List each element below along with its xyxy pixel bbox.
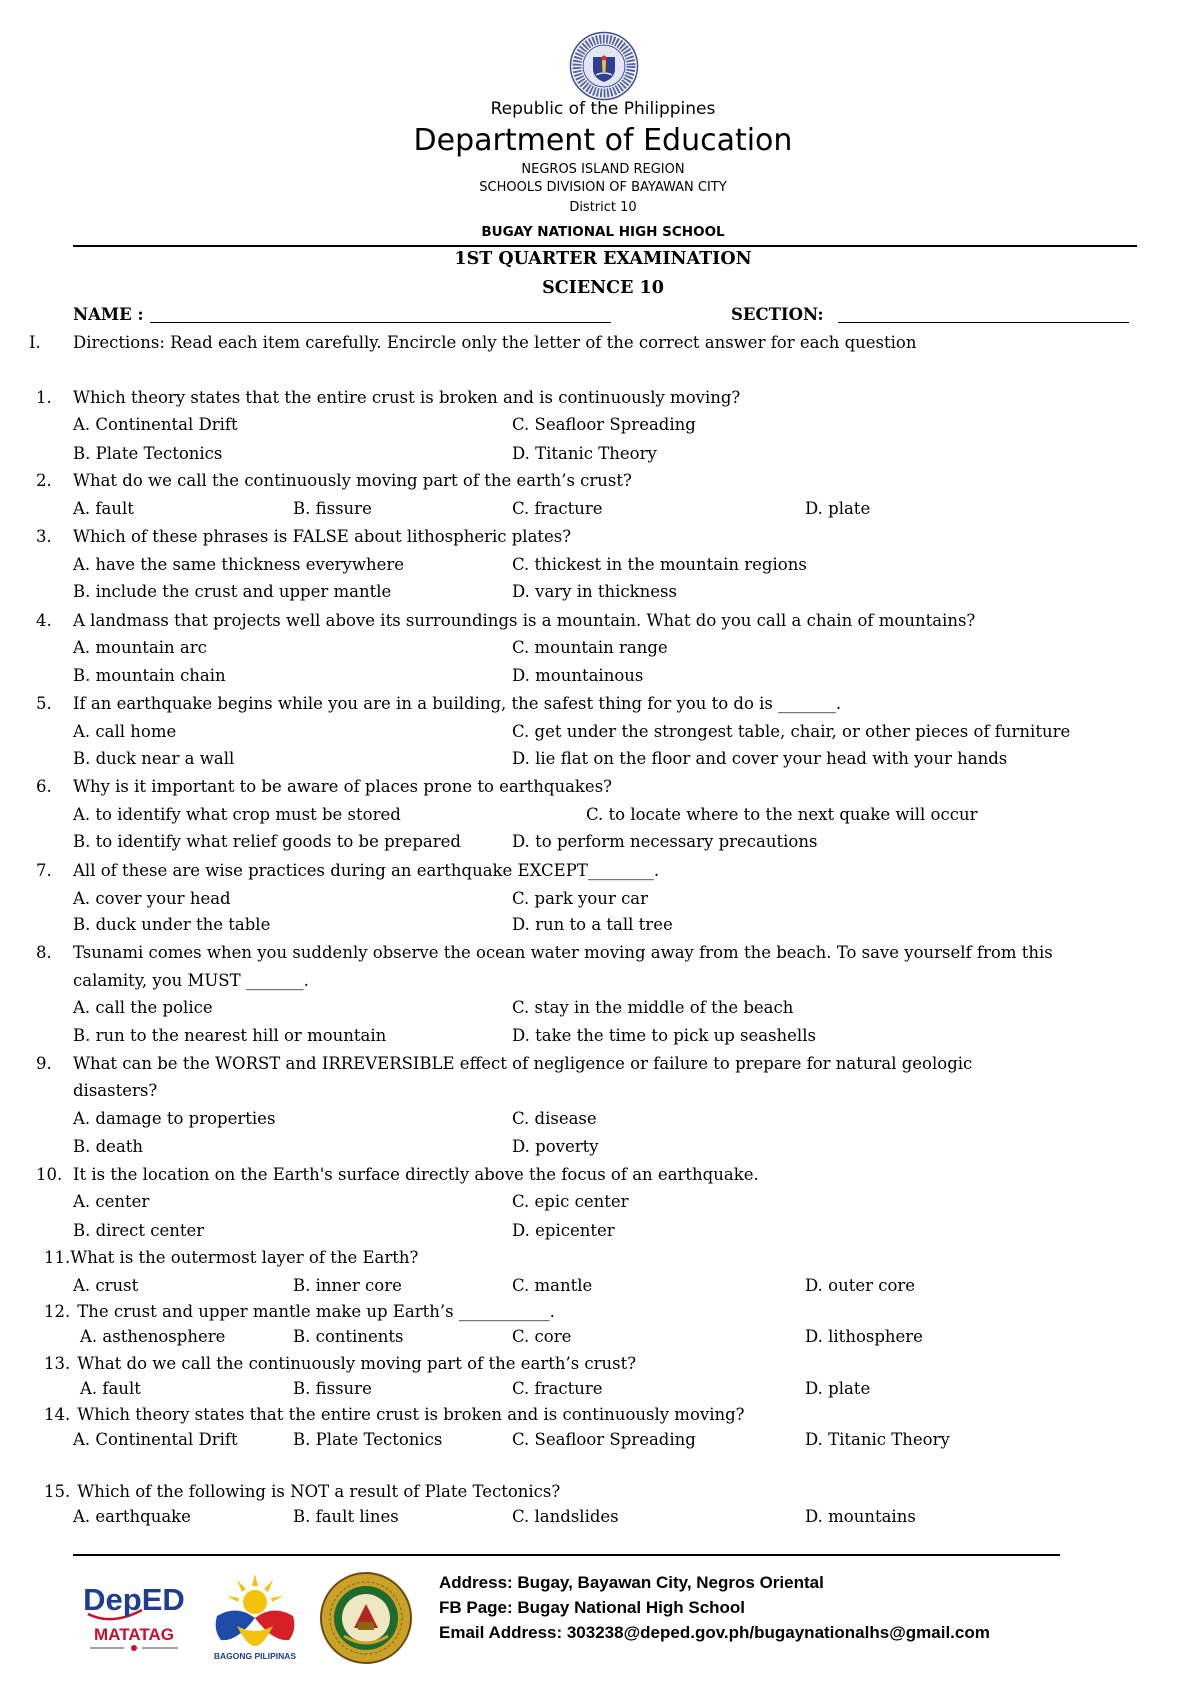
footer-divider: [73, 1554, 1060, 1556]
question-14-number: 14.: [44, 1405, 71, 1424]
question-15-number: 15.: [44, 1482, 71, 1501]
directions-text: Directions: Read each item carefully. Encircle only the letter of the correct answer for each question: [73, 333, 917, 352]
school-heading: BUGAY NATIONAL HIGH SCHOOL: [481, 224, 725, 240]
question-11-option-b: B. inner core: [293, 1276, 402, 1295]
question-5-option-d: D. lie flat on the floor and cover your head with your hands: [512, 749, 1008, 768]
question-6-text: Why is it important to be aware of places prone to earthquakes?: [73, 777, 613, 796]
question-7-option-a: A. cover your head: [73, 889, 231, 908]
question-10-text: It is the location on the Earth's surface directly above the focus of an earthquake.: [73, 1165, 759, 1184]
question-8-option-c: C. stay in the middle of the beach: [512, 998, 794, 1017]
question-15-line: [44, 1480, 560, 1504]
question-2-option-a: A. fault: [73, 499, 134, 518]
matatag-logo-text: MATATAG: [94, 1625, 174, 1644]
question-1-option-d: D. Titanic Theory: [512, 444, 657, 463]
bagong-pilipinas-logo-icon: [207, 1570, 303, 1664]
question-11-option-a: A. crust: [73, 1276, 139, 1295]
question-7-option-b: B. duck under the table: [73, 915, 271, 934]
question-8-option-d: D. take the time to pick up seashells: [512, 1026, 816, 1045]
question-14-line: [44, 1403, 745, 1427]
question-12-line: [44, 1300, 555, 1324]
question-12-option-c: C. core: [512, 1327, 572, 1346]
question-1-number: 1.: [36, 388, 52, 407]
question-7-number: 7.: [36, 861, 52, 880]
question-12-number: 12.: [44, 1302, 71, 1321]
question-1-option-a: A. Continental Drift: [73, 415, 238, 434]
directions-number: I.: [29, 333, 41, 352]
question-12-option-b: B. continents: [293, 1327, 404, 1346]
question-13-option-b: B. fissure: [293, 1379, 372, 1398]
question-3-text: Which of these phrases is FALSE about lithospheric plates?: [73, 527, 572, 546]
question-9-option-a: A. damage to properties: [73, 1109, 276, 1128]
question-8-number: 8.: [36, 943, 52, 962]
question-9-text-continued: disasters?: [73, 1081, 158, 1100]
footer-fb-page: FB Page: Bugay National High School: [439, 1598, 746, 1617]
question-14-option-b: B. Plate Tectonics: [293, 1430, 443, 1449]
department-heading: Department of Education: [413, 123, 793, 158]
question-11-text: What is the outermost layer of the Earth?: [70, 1248, 419, 1267]
question-10-option-a: A. center: [73, 1192, 150, 1211]
question-5-option-c: C. get under the strongest table, chair, or other pieces of furniture: [512, 722, 1071, 741]
question-9-text: What can be the WORST and IRREVERSIBLE effect of negligence or failure to prepare for natural geologic: [73, 1054, 973, 1073]
question-9-option-d: D. poverty: [512, 1137, 599, 1156]
footer-address: Address: Bugay, Bayawan City, Negros Oriental: [439, 1573, 824, 1592]
question-2-option-b: B. fissure: [293, 499, 372, 518]
question-14-option-d: D. Titanic Theory: [805, 1430, 950, 1449]
question-11-option-d: D. outer core: [805, 1276, 916, 1295]
question-15-option-b: B. fault lines: [293, 1507, 399, 1526]
question-14-option-a: A. Continental Drift: [73, 1430, 238, 1449]
bagong-pilipinas-logo-text: BAGONG PILIPINAS: [213, 1651, 297, 1661]
question-12-option-a: A. asthenosphere: [80, 1327, 226, 1346]
question-8-text: Tsunami comes when you suddenly observe the ocean water moving away from the beach. To save yourself from this: [73, 943, 1053, 962]
question-3-option-a: A. have the same thickness everywhere: [73, 555, 404, 574]
question-1-option-c: C. Seafloor Spreading: [512, 415, 696, 434]
footer-email: Email Address: 303238@deped.gov.ph/bugaynationalhs@gmail.com: [439, 1623, 990, 1642]
question-5-number: 5.: [36, 694, 52, 713]
question-2-text: What do we call the continuously moving part of the earth’s crust?: [73, 471, 632, 490]
question-8-text-continued: calamity, you MUST _______.: [73, 971, 309, 990]
question-10-option-b: B. direct center: [73, 1221, 205, 1240]
question-4-number: 4.: [36, 611, 52, 630]
question-5-option-b: B. duck near a wall: [73, 749, 235, 768]
question-7-option-c: C. park your car: [512, 889, 649, 908]
question-13-option-d: D. plate: [805, 1379, 871, 1398]
question-10-option-c: C. epic center: [512, 1192, 629, 1211]
deped-logo-text: DepED: [83, 1582, 185, 1617]
question-5-text: If an earthquake begins while you are in a building, the safest thing for you to do is _______.: [73, 694, 842, 713]
question-3-number: 3.: [36, 527, 52, 546]
question-14-text: Which theory states that the entire crust is broken and is continuously moving?: [77, 1405, 745, 1424]
region-heading: NEGROS ISLAND REGION: [521, 162, 685, 177]
district-heading: District 10: [569, 200, 637, 215]
question-15-text: Which of the following is NOT a result of Plate Tectonics?: [77, 1482, 561, 1501]
question-9-number: 9.: [36, 1054, 52, 1073]
section-label: SECTION:: [731, 305, 824, 324]
deped-seal-icon: [569, 31, 639, 101]
question-8-option-b: B. run to the nearest hill or mountain: [73, 1026, 387, 1045]
question-4-option-d: D. mountainous: [512, 666, 644, 685]
question-2-option-d: D. plate: [805, 499, 871, 518]
question-13-option-c: C. fracture: [512, 1379, 603, 1398]
question-10-option-d: D. epicenter: [512, 1221, 615, 1240]
name-label: NAME :: [73, 305, 144, 324]
question-4-option-c: C. mountain range: [512, 638, 668, 657]
question-1-text: Which theory states that the entire crust is broken and is continuously moving?: [73, 388, 741, 407]
question-6-option-a: A. to identify what crop must be stored: [73, 805, 401, 824]
question-3-option-b: B. include the crust and upper mantle: [73, 582, 392, 601]
deped-matatag-logo-icon: [82, 1574, 186, 1664]
exam-title: 1ST QUARTER EXAMINATION: [454, 249, 752, 269]
question-4-text: A landmass that projects well above its surroundings is a mountain. What do you call a chain of mountains?: [73, 611, 976, 630]
question-3-option-d: D. vary in thickness: [512, 582, 677, 601]
question-1-option-b: B. Plate Tectonics: [73, 444, 223, 463]
name-blank: [150, 322, 611, 323]
question-14-option-c: C. Seafloor Spreading: [512, 1430, 696, 1449]
question-15-option-d: D. mountains: [805, 1507, 916, 1526]
question-6-option-b: B. to identify what relief goods to be prepared: [73, 832, 461, 851]
question-7-option-d: D. run to a tall tree: [512, 915, 673, 934]
question-6-option-d: D. to perform necessary precautions: [512, 832, 818, 851]
question-13-number: 13.: [44, 1354, 71, 1373]
question-3-option-c: C. thickest in the mountain regions: [512, 555, 807, 574]
question-8-option-a: A. call the police: [73, 998, 213, 1017]
question-9-option-c: C. disease: [512, 1109, 597, 1128]
question-15-option-c: C. landslides: [512, 1507, 619, 1526]
school-seal-icon: [314, 1570, 418, 1666]
question-6-option-c: C. to locate where to the next quake will occur: [586, 805, 978, 824]
question-5-option-a: A. call home: [73, 722, 177, 741]
question-13-option-a: A. fault: [80, 1379, 141, 1398]
question-15-option-a: A. earthquake: [73, 1507, 191, 1526]
question-4-option-b: B. mountain chain: [73, 666, 226, 685]
exam-subject: SCIENCE 10: [542, 278, 664, 298]
question-11-number: 11.: [44, 1248, 71, 1267]
question-13-line: [44, 1352, 636, 1376]
question-13-text: What do we call the continuously moving part of the earth’s crust?: [77, 1354, 637, 1373]
question-2-option-c: C. fracture: [512, 499, 603, 518]
republic-heading: Republic of the Philippines: [490, 99, 716, 119]
question-12-text: The crust and upper mantle make up Earth’s ___________.: [77, 1302, 555, 1321]
question-2-number: 2.: [36, 471, 52, 490]
question-11-line: [44, 1246, 418, 1270]
division-heading: SCHOOLS DIVISION OF BAYAWAN CITY: [479, 180, 727, 195]
question-6-number: 6.: [36, 777, 52, 796]
question-10-number: 10.: [36, 1165, 63, 1184]
section-blank: [838, 322, 1129, 323]
question-9-option-b: B. death: [73, 1137, 144, 1156]
question-12-option-d: D. lithosphere: [805, 1327, 923, 1346]
question-11-option-c: C. mantle: [512, 1276, 593, 1295]
question-4-option-a: A. mountain arc: [73, 638, 207, 657]
question-7-text: All of these are wise practices during an earthquake EXCEPT________.: [73, 861, 660, 880]
